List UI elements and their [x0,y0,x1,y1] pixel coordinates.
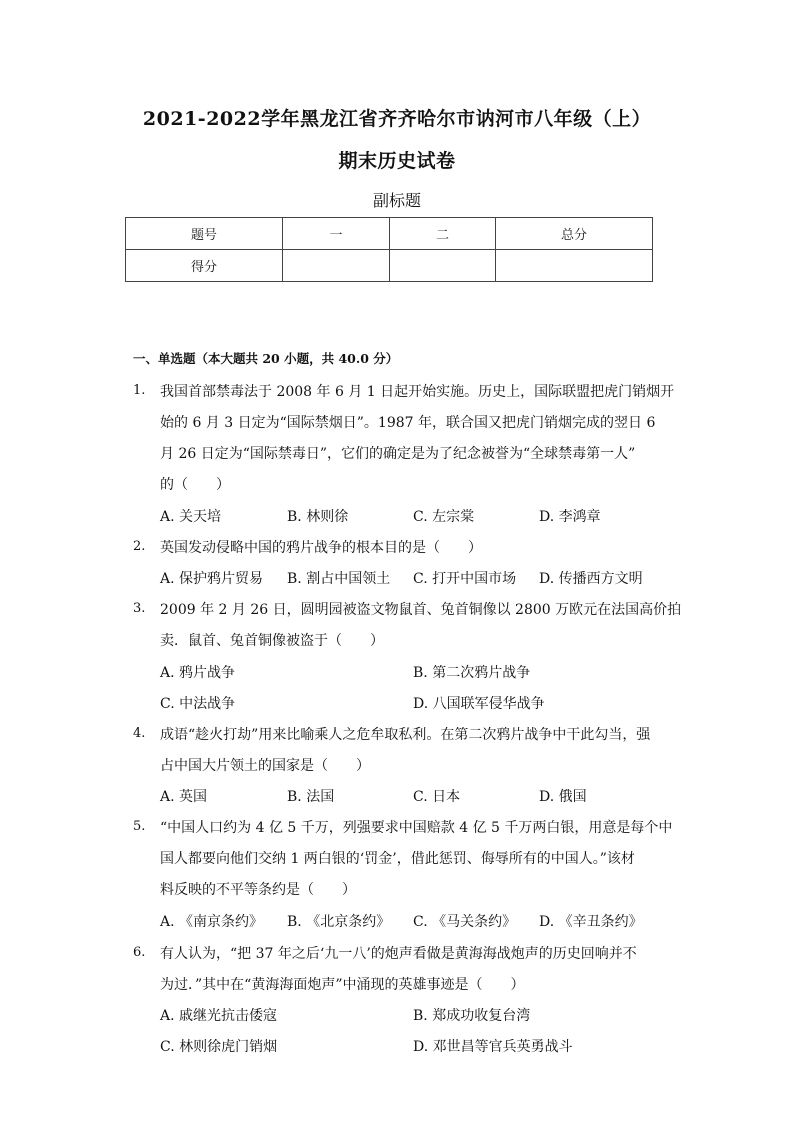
score-table-header-row [126,218,653,250]
answer-option-a[interactable]: A. 关天培 [160,509,222,525]
question-text-line: 2009 年 2 月 26 日，圆明园被盗文物鼠首、兔首铜像以 2800 万欧元在法国高价拍 [160,602,682,618]
question-text-line: “中国人口约为 4 亿 5 千万，列强要求中国赔款 4 亿 5 千万两白银，用意是每个中 [160,820,673,836]
score-table-cell: 题号 [126,218,283,250]
answer-option-d[interactable]: D. 八国联军侵华战争 [413,696,545,712]
section-heading: 一、单选题（本大题共 20 小题，共 40.0 分） [133,351,399,366]
answer-option-b[interactable]: B. 第二次鸦片战争 [413,665,531,681]
answer-option-b[interactable]: B. 割占中国领土 [287,571,391,587]
answer-option-d[interactable]: D. 《辛丑条约》 [539,914,643,930]
question-number: 2. [133,539,146,554]
score-table [125,217,653,282]
question-number: 5. [133,819,146,834]
question-text-line: 成语“趁火打劫”用来比喻乘人之危牟取私利。在第二次鸦片战争中干此勾当，强 [160,727,651,743]
question-text-line: 的（ ） [160,477,230,493]
score-entry-cell[interactable] [496,250,653,282]
score-entry-cell[interactable] [283,250,390,282]
answer-option-c[interactable]: C. 左宗棠 [413,509,475,525]
answer-option-d[interactable]: D. 邓世昌等官兵英勇战斗 [413,1039,573,1055]
question-text-line: 月 26 日定为“国际禁毒日”，它们的确定是为了纪念被誉为“全球禁毒第一人” [160,446,636,462]
score-table-cell: 得分 [126,250,283,282]
answer-option-a[interactable]: A. 保护鸦片贸易 [160,571,264,587]
answer-option-c[interactable]: C. 日本 [413,789,461,805]
score-table-cell: 总分 [496,218,653,250]
answer-option-c[interactable]: C. 林则徐虎门销烟 [160,1039,278,1055]
question-text-line: 为过．”其中在“黄海海面炮声”中涌现的英雄事迹是（ ） [160,977,525,993]
question-text-line: 国人都要向他们交纳 1 两白银的‘罚金’，借此惩罚、侮辱所有的中国人。”该材 [160,851,635,867]
answer-option-a[interactable]: A. 《南京条约》 [160,914,264,930]
answer-option-d[interactable]: D. 俄国 [539,789,587,805]
question-text-line: 有人认为，“把 37 年之后‘九一八’的炮声看做是黄海海战炮声的历史回响并不 [160,946,637,962]
question-number: 1. [133,383,146,398]
question-text-line: 始的 6 月 3 日定为“国际禁烟日”。1987 年，联合国又把虎门销烟完成的翌日 6 [160,415,656,431]
answer-option-c[interactable]: C. 《马关条约》 [413,914,517,930]
answer-option-a[interactable]: A. 鸦片战争 [160,665,236,681]
question-text-line: 英国发动侵略中国的鸦片战争的根本目的是（ ） [160,540,482,556]
exam-title-line2: 期末历史试卷 [338,150,456,172]
question-text-line: 占中国大片领土的国家是（ ） [160,758,370,774]
question-text-line: 料反映的不平等条约是（ ） [160,882,356,898]
answer-option-a[interactable]: A. 戚继光抗击倭寇 [160,1008,278,1024]
exam-title-line1: 2021-2022学年黑龙江省齐齐哈尔市讷河市八年级（上） [142,108,652,130]
question-number: 3. [133,601,146,616]
score-entry-cell[interactable] [390,250,496,282]
question-number: 6. [133,945,146,960]
exam-subtitle: 副标题 [372,191,421,210]
answer-option-a[interactable]: A. 英国 [160,789,208,805]
score-table-cell: 一 [283,218,390,250]
answer-option-b[interactable]: B. 林则徐 [287,509,349,525]
question-text-line: 卖．鼠首、兔首铜像被盗于（ ） [160,633,384,649]
answer-option-b[interactable]: B. 法国 [287,789,335,805]
question-number: 4. [133,726,146,741]
answer-option-d[interactable]: D. 传播西方文明 [539,571,643,587]
score-table-score-row [126,250,653,282]
answer-option-c[interactable]: C. 打开中国市场 [413,571,517,587]
answer-option-b[interactable]: B. 郑成功收复台湾 [413,1008,531,1024]
answer-option-b[interactable]: B. 《北京条约》 [287,914,391,930]
question-text-line: 我国首部禁毒法于 2008 年 6 月 1 日起开始实施。历史上，国际联盟把虎门销烟开 [160,384,675,400]
score-table-cell: 二 [390,218,496,250]
answer-option-c[interactable]: C. 中法战争 [160,696,236,712]
answer-option-d[interactable]: D. 李鸿章 [539,509,601,525]
